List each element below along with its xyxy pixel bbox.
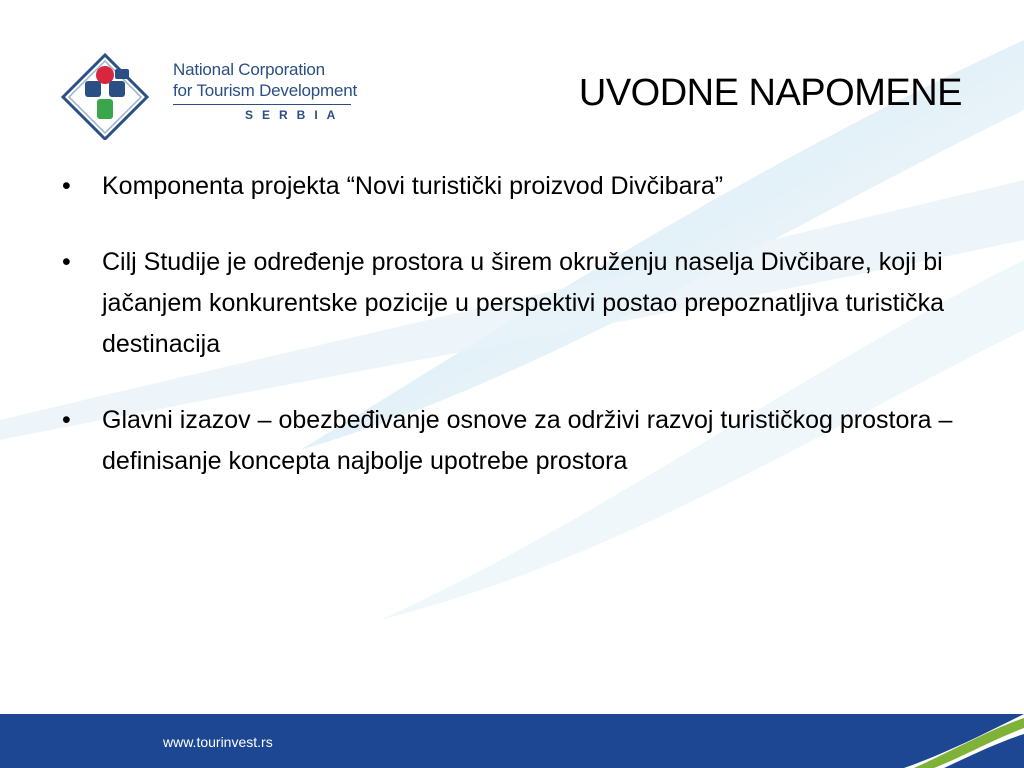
bullet-item [62, 166, 962, 207]
bullet-item [62, 242, 962, 365]
logo-divider [173, 104, 351, 105]
bullet-text: Komponenta projekta “Novi turistički proizvod Divčibara” [102, 172, 724, 200]
logo-line-2: for Tourism Development [173, 81, 358, 100]
slide-title: UVODNE NAPOMENE [578, 72, 962, 114]
bullet-text: Glavni izazov – obezbeđivanje osnove za održivi razvoj turističkog prostora – definisanje koncepta najbolje upotrebe prostora [102, 406, 953, 475]
bullet-dot-icon: • [62, 248, 71, 276]
footer-bar [0, 714, 1024, 768]
logo-country: SERBIA [245, 108, 345, 122]
logo [55, 45, 358, 140]
bullet-dot-icon: • [62, 406, 71, 434]
logo-text [173, 59, 357, 122]
footer-swoosh-icon [904, 714, 1024, 768]
bullet-text: Cilj Studije je određenje prostora u širem okruženju naselja Divčibare, koji bi jačanjem konkurentske pozicije u perspektivi postao prepoznatljiva turistička destinacija [102, 248, 945, 358]
bullet-list [62, 166, 962, 517]
footer-url-link[interactable]: www.tourinvest.rs [163, 734, 273, 750]
bullet-item [62, 400, 962, 482]
logo-emblem-icon [55, 45, 165, 140]
footer [0, 714, 1024, 768]
logo-line-1: National Corporation [173, 60, 325, 79]
bullet-dot-icon: • [62, 172, 71, 200]
